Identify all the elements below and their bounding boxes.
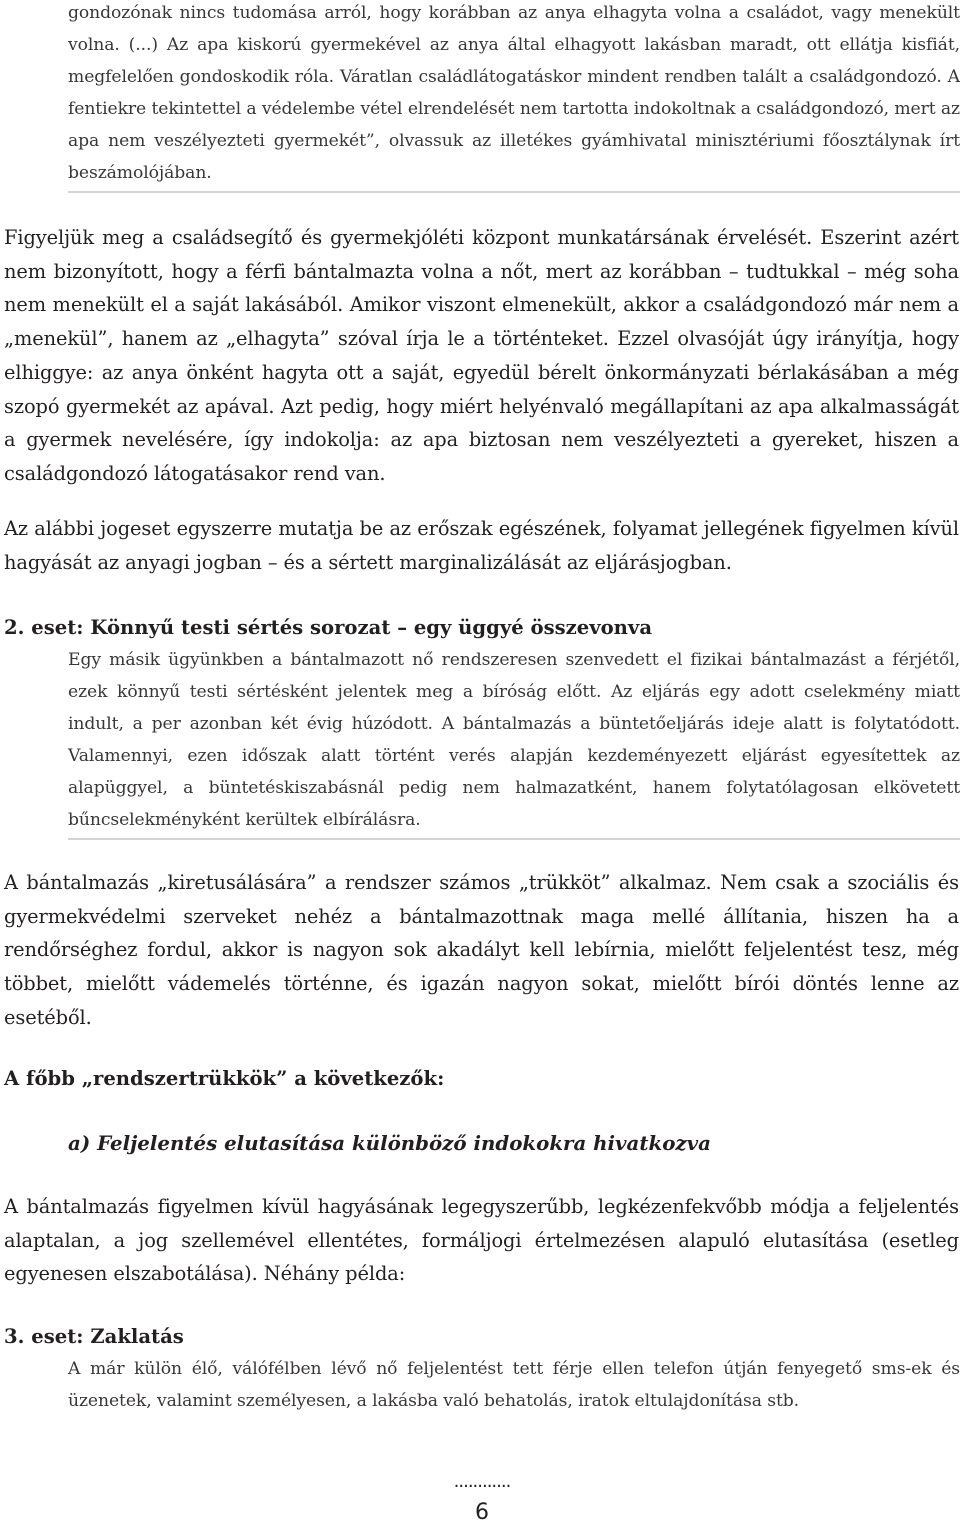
case-3-heading: 3. eset: Zaklatás [4, 1325, 184, 1348]
tricks-heading: A főbb „rendszertrükkök” a következők: [4, 1067, 445, 1090]
paragraph-argument-analysis: Figyeljük meg a családsegítő és gyermekjóléti központ munkatársának érvelését. Eszerint azért nem bizonyított, hogy a férfi bántalmazta volna a nőt, mert az korábban – tudtukkal – még soha nem menekült el a saját lakásából. Amikor viszont elmenekült, akkor a családgondozó már nem a „menekül”, hanem az „elhagyta” szóval írja le a történteket. Ezzel olvasóját úgy irányítja, hogy elhiggye: az anya önként hagyta ott a saját, egyedül bérelt önkormányzati bérlakásában a még szopó gyermekét az apával. Azt pedig, hogy miért helyénvaló megállapítani az apa alkalmasságát a gyermek nevelésére, így indokolja: az apa biztosan nem veszélyezteti a gyereket, hiszen a családgondozó látogatásakor rend van. [4, 226, 959, 485]
quote-divider [68, 191, 960, 193]
paragraph-report-rejection: A bántalmazás figyelmen kívül hagyásának legegyszerűbb, legkézenfekvőbb módja a feljelentés alaptalan, a jog szellemével ellentétes, formáljogi értelmezésen alapuló elutasítása (esetleg egyenesen elszabotálása). Néhány példa: [4, 1195, 959, 1286]
paragraph-system-tricks: A bántalmazás „kiretusálására” a rendszer számos „trükköt” alkalmaz. Nem csak a szociális és gyermekvédelmi szerveket nehéz a bántalmazottnak maga mellé állítania, hiszen ha a rendőrséghez fordul, akkor is nagyon sok akadályt kell lebírnia, mielőtt feljelentést tesz, még többet, mielőtt vádemelés történne, és igazán nagyon sokat, mielőtt bírói döntés lenne az esetéből. [4, 871, 959, 1029]
case-2-divider [68, 838, 960, 840]
case-3-text: A már külön élő, válófélben lévő nő feljelentést tett férje ellen telefon útján fenyegető sms-ek és üzenetek, valamint személyesen, a lakásba való behatolás, iratok eltulajdonítása stb. [68, 1359, 960, 1411]
page-number-dots: ............ [453, 1471, 511, 1492]
case-2-text: Egy másik ügyünkben a bántalmazott nő rendszeresen szenvedett el fizikai bántalmazást a férjétől, ezek könnyű testi sértésként jelentek meg a bíróság előtt. Az eljárás egy adott cselekmény miatt indult, a per azonban két évig húzódott. A bántalmazás a büntetőeljárás ideje alatt is folytatódott. Valamennyi, ezen időszak alatt történt verés alapján kezdeményezett eljárást egyesítettek az alapüggyel, a büntetéskiszabásnál pedig nem halmazatként, hanem folytatólagosan elkövetett bűncselekményként kerültek elbírálásra. [68, 650, 960, 830]
case-2-heading: 2. eset: Könnyű testi sértés sorozat – egy üggyé összevonva [4, 616, 653, 639]
subsection-a-heading: a) Feljelentés elutasítása különböző indokokra hivatkozva [68, 1131, 711, 1155]
page-number: 6 [475, 1500, 489, 1525]
quote-block-continued: gondozónak nincs tudomása arról, hogy korábban az anya elhagyta volna a családot, vagy menekült volna. (...) Az apa kiskorú gyermekével az anya által elhagyott lakásban maradt, ott ellátja kisfiát, megfelelően gondoskodik róla. Váratlan családlátogatáskor mindent rendben talált a családgondozó. A fentiekre tekintettel a védelembe vétel elrendelését nem tartotta indokoltnak a családgondozó, mert az apa nem veszélyezteti gyermekét”, olvassuk az illetékes gyámhivatal minisztériumi főosztálynak írt beszámolójában. [68, 3, 960, 183]
paragraph-legal-case-intro: Az alábbi jogeset egyszerre mutatja be az erőszak egészének, folyamat jellegének figyelmen kívül hagyását az anyagi jogban – és a sértett marginalizálását az eljárásjogban. [4, 517, 959, 574]
